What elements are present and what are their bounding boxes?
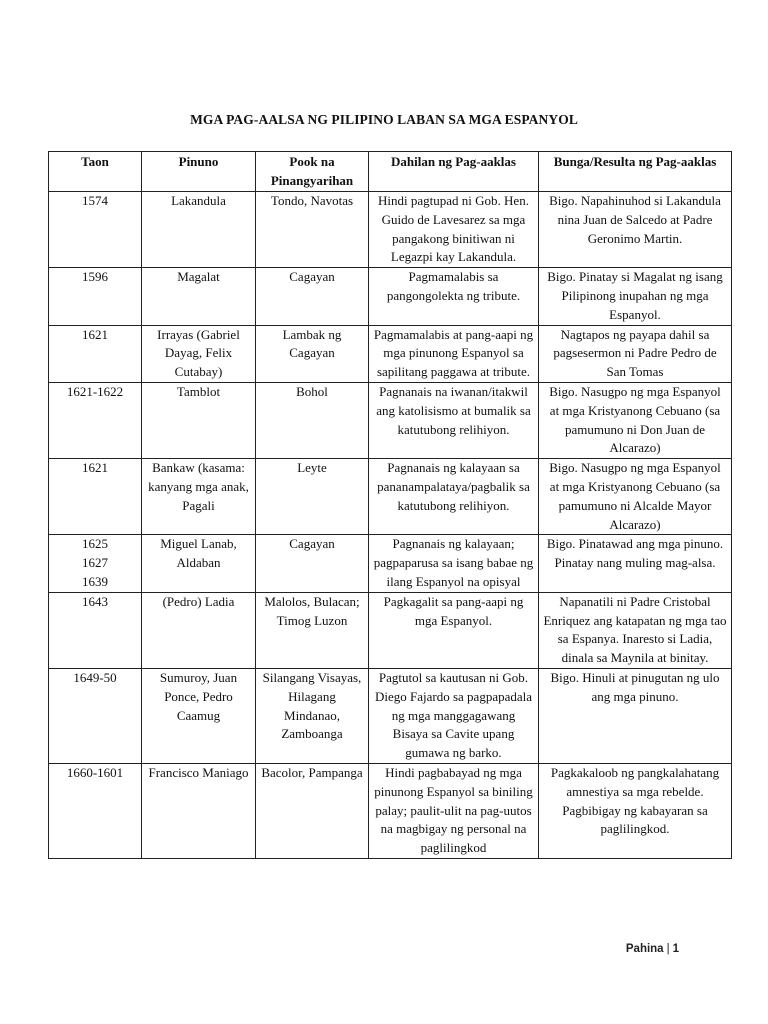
cell-place: Tondo, Navotas (256, 192, 369, 268)
cell-year (49, 382, 142, 458)
cell-place: Lambak ng Cagayan (256, 325, 369, 382)
cell-year (49, 535, 142, 592)
table-header (49, 152, 732, 192)
table-row (49, 592, 732, 668)
cell-cause: Pagtutol sa kautusan ni Gob. Diego Fajardo sa pagpapadala ng mga manggagawang Bisaya sa Cavite upang gumawa ng barko. (369, 668, 539, 763)
cell-leader: (Pedro) Ladia (142, 592, 256, 668)
cell-leader: Miguel Lanab, Aldaban (142, 535, 256, 592)
cell-leader: Irrayas (Gabriel Dayag, Felix Cutabay) (142, 325, 256, 382)
year-value: 1621 (82, 460, 108, 476)
page-title: MGA PAG-AALSA NG PILIPINO LABAN SA MGA ESPANYOL (190, 112, 578, 127)
table-row (49, 382, 732, 458)
cell-result: Bigo. Hinuli at pinugutan ng ulo ang mga pinuno. (539, 668, 732, 763)
cell-result: Bigo. Nasugpo ng mga Espanyol at mga Kristyanong Cebuano (sa pamumuno ni Alcalde Mayor Alcarazo) (539, 459, 732, 535)
table-row (49, 535, 732, 592)
cell-cause: Pagnanais ng kalayaan sa pananampalataya/pagbalik sa katutubong relihiyon. (369, 459, 539, 535)
cell-year (49, 592, 142, 668)
year-value: 1621-1622 (66, 383, 124, 399)
cell-year (49, 192, 142, 268)
table-row (49, 763, 732, 858)
table-row (49, 192, 732, 268)
year-value: 1574 (82, 193, 108, 208)
cell-leader: Bankaw (kasama: kanyang mga anak, Pagali (142, 459, 256, 535)
cell-place: Silangang Visayas, Hilagang Mindanao, Zamboanga (256, 668, 369, 763)
header-year: Taon (49, 152, 142, 192)
cell-result: Pagkakaloob ng pangkalahatang amnestiya sa mga rebelde. Pagbibigay ng kabayaran sa paglilingkod. (539, 763, 732, 858)
cell-place: Malolos, Bulacan; Timog Luzon (256, 592, 369, 668)
header-place: Pook na Pinangyarihan (256, 152, 369, 192)
cell-cause: Pagnanais na iwanan/itakwil ang katolisismo at bumalik sa katutubong relihiyon. (369, 382, 539, 458)
cell-leader: Lakandula (142, 192, 256, 268)
year-value: 1625 (82, 536, 108, 552)
year-value: 1621 (82, 326, 108, 342)
cell-cause: Pagkagalit sa pang-aapi ng mga Espanyol. (369, 592, 539, 668)
header-row (49, 152, 732, 192)
revolts-table (48, 151, 732, 859)
cell-year (49, 325, 142, 382)
year-value: 1627 (82, 555, 108, 571)
footer-separator: | (666, 943, 670, 955)
cell-year (49, 268, 142, 325)
cell-cause: Pagnanais ng kalayaan; pagpaparusa sa isang babae ng ilang Espanyol na opisyal (369, 535, 539, 592)
table-row (49, 325, 732, 382)
cell-cause: Hindi pagbabayad ng mga pinunong Espanyol sa biniling palay; paulit-ulit na pag-uutos na magbigay ng personal na paglilingkod (369, 763, 539, 858)
year-value: 1660-1601 (66, 764, 124, 780)
cell-leader: Sumuroy, Juan Ponce, Pedro Caamug (142, 668, 256, 763)
cell-result: Bigo. Nasugpo ng mga Espanyol at mga Kristyanong Cebuano (sa pamumuno ni Don Juan de Alcarazo) (539, 382, 732, 458)
cell-cause: Pagmamalabis at pang-aapi ng mga pinunong Espanyol sa sapilitang paggawa at tribute. (369, 325, 539, 382)
footer-page-number: 1 (672, 943, 679, 955)
cell-place: Bacolor, Pampanga (256, 763, 369, 858)
cell-year (49, 763, 142, 858)
year-value: 1649-50 (73, 669, 117, 685)
cell-leader: Magalat (142, 268, 256, 325)
year-value: 1643 (82, 593, 108, 609)
cell-cause: Pagmamalabis sa pangongolekta ng tribute. (369, 268, 539, 325)
header-leader: Pinuno (142, 152, 256, 192)
cell-result: Napanatili ni Padre Cristobal Enriquez ang katapatan ng mga tao sa Espanya. Inaresto si Ladia, dinala sa Maynila at binitay. (539, 592, 732, 668)
cell-year (49, 668, 142, 763)
table-row (49, 668, 732, 763)
cell-place: Bohol (256, 382, 369, 458)
cell-result: Nagtapos ng payapa dahil sa pagsesermon ni Padre Pedro de San Tomas (539, 325, 732, 382)
table-row (49, 459, 732, 535)
table-row (49, 268, 732, 325)
header-cause: Dahilan ng Pag-aaklas (369, 152, 539, 192)
table-body (49, 192, 732, 859)
header-result: Bunga/Resulta ng Pag-aaklas (539, 152, 732, 192)
cell-place: Leyte (256, 459, 369, 535)
cell-place: Cagayan (256, 268, 369, 325)
cell-cause: Hindi pagtupad ni Gob. Hen. Guido de Lavesarez sa mga pangakong binitiwan ni Legazpi kay Lakandula. (369, 192, 539, 268)
footer-label: Pahina (625, 943, 664, 955)
cell-result: Bigo. Napahinuhod si Lakandula nina Juan de Salcedo at Padre Geronimo Martin. (539, 192, 732, 268)
cell-place: Cagayan (256, 535, 369, 592)
cell-result: Bigo. Pinatawad ang mga pinuno. Pinatay nang muling mag-alsa. (539, 535, 732, 592)
cell-leader: Tamblot (142, 382, 256, 458)
cell-result: Bigo. Pinatay si Magalat ng isang Pilipinong inupahan ng mga Espanyol. (539, 268, 732, 325)
page-footer (626, 943, 679, 955)
cell-year (49, 459, 142, 535)
year-value: 1639 (82, 573, 108, 589)
year-value: 1596 (82, 269, 108, 285)
cell-leader: Francisco Maniago (142, 763, 256, 858)
